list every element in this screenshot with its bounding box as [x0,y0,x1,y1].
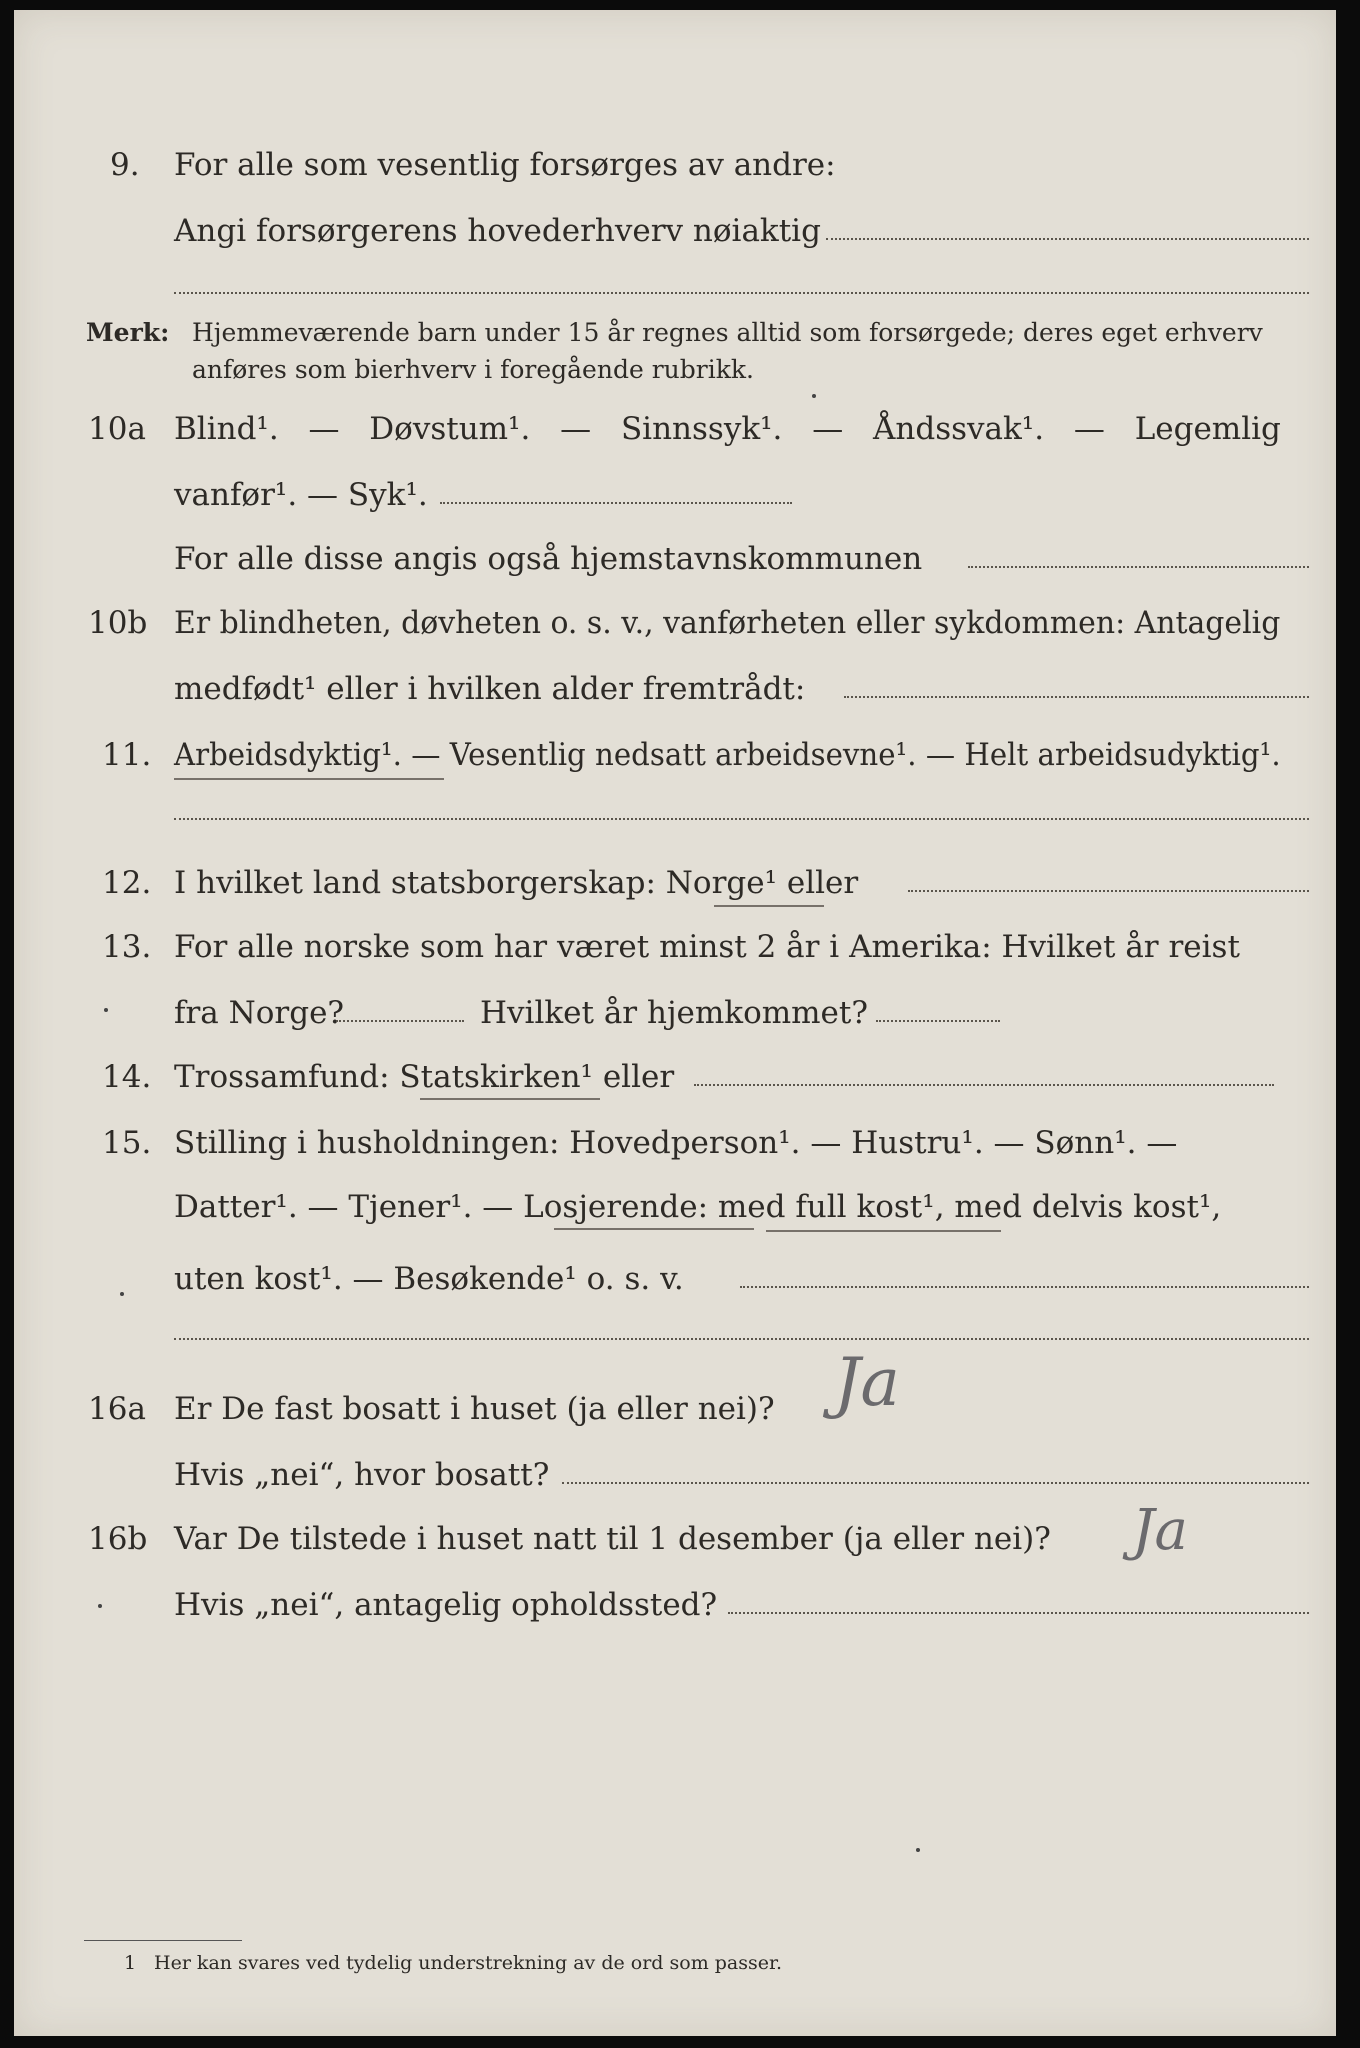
paper-speck [104,1008,108,1012]
q16b-answer-dots [728,1612,1309,1614]
q14-number: 14. [102,1059,152,1095]
q10a-word: Døvstum¹. [369,411,531,447]
q9-text-2: Angi forsørgerens hovederhverv nøiaktig [174,213,821,249]
footnote-rule [84,1940,242,1941]
q11-text-1: Arbeidsdyktig¹. — Vesentlig nedsatt arbeidsevne¹. — Helt arbeidsudyktig¹. [174,737,1281,773]
q13-text-1: For alle norske som har været minst 2 år i Amerika: Hvilket år reist [174,929,1240,965]
q12-number: 12. [102,865,152,901]
q10b-text-2: medfødt¹ eller i hvilken alder fremtrådt: [174,671,806,707]
q15-underline-fullkost [766,1230,1001,1232]
merk-text-1: Hjemmeværende barn under 15 år regnes alltid som forsørgede; deres eget erhverv [192,318,1263,347]
q13-reist-dots [336,1020,464,1022]
q10b-text-1: Er blindheten, døvheten o. s. v., vanførheten eller sykdommen: Antagelig [174,605,1281,641]
q13-text-2b: Hvilket år hjemkommet? [480,995,868,1031]
q15-answer-dots [740,1286,1309,1288]
merk-text-2: anføres som bierhverv i foregående rubrikk. [192,355,754,384]
q15-text-3: uten kost¹. — Besøkende¹ o. s. v. [174,1261,684,1297]
q13-text-2a: fra Norge? [174,995,345,1031]
q10a-options [174,411,1281,447]
q10a-word: Blind¹. [174,411,279,447]
paper-speck [916,1848,920,1852]
q10a-word: — [560,411,592,447]
q16b-text-2: Hvis „nei“, antagelig opholdssted? [174,1587,718,1623]
q10a-answer-dots [440,502,792,504]
paper-speck [98,1604,102,1608]
footnote-mark: 1 [124,1952,137,1974]
q13-hjem-dots [876,1020,1000,1022]
q16b-handwritten-answer: Ja [1132,1498,1188,1563]
q16b-text-1: Var De tilstede i huset natt til 1 desember (ja eller nei)? [174,1521,1051,1557]
footnote-text: Her kan svares ved tydelig understrekning av de ord som passer. [154,1952,783,1974]
q16b-number: 16b [88,1521,148,1557]
q15-number: 15. [102,1125,152,1161]
q12-answer-dots [908,890,1309,892]
q11-underline [174,778,444,780]
q13-number: 13. [102,929,152,965]
q10a-word: Åndssvak¹. [873,411,1045,447]
q16a-text-2: Hvis „nei“, hvor bosatt? [174,1457,550,1493]
q14-underline [420,1098,600,1100]
q10a-word: — [812,411,844,447]
q9-number: 9. [110,147,140,183]
q16a-answer-dots [562,1482,1309,1484]
q15-text-2: Datter¹. — Tjener¹. — Losjerende: med full kost¹, med delvis kost¹, [174,1189,1222,1225]
q10a-text-3: For alle disse angis også hjemstavnskommunen [174,541,923,577]
q10a-word: — [1073,411,1105,447]
paper-speck [120,1292,124,1296]
q10a-word: Legemlig [1134,411,1281,447]
merk-label: Merk: [86,318,170,347]
q11-number: 11. [102,737,152,773]
paper-speck [812,394,816,398]
q9-answer-dots [826,238,1309,240]
q12-underline [714,905,824,907]
q10a-word: — [308,411,340,447]
q14-text-1: Trossamfund: Statskirken¹ eller [174,1059,675,1095]
q15-text-1: Stilling i husholdningen: Hovedperson¹. — Hustru¹. — Sønn¹. — [174,1125,1178,1161]
q16a-text-1: Er De fast bosatt i huset (ja eller nei)? [174,1391,775,1427]
q16a-number: 16a [88,1391,146,1427]
q15-underline-losjerende [554,1228,754,1230]
q9-text-1: For alle som vesentlig forsørges av andre: [174,147,836,183]
q10a-number: 10a [88,411,146,447]
q9-answer-dots-2 [174,292,1309,294]
q15-answer-dots-2 [174,1338,1309,1340]
q11-answer-dots [174,818,1309,820]
q16a-handwritten-answer: Ja [834,1344,900,1421]
q14-answer-dots [694,1084,1274,1086]
q12-text-1: I hvilket land statsborgerskap: Norge¹ eller [174,865,859,901]
q10a-kommune-dots [968,566,1309,568]
q10a-text-2: vanfør¹. — Syk¹. [174,477,428,513]
census-form-page [14,10,1336,2036]
q10b-answer-dots [844,696,1309,698]
q10a-word: Sinnssyk¹. [620,411,783,447]
q10b-number: 10b [88,605,148,641]
